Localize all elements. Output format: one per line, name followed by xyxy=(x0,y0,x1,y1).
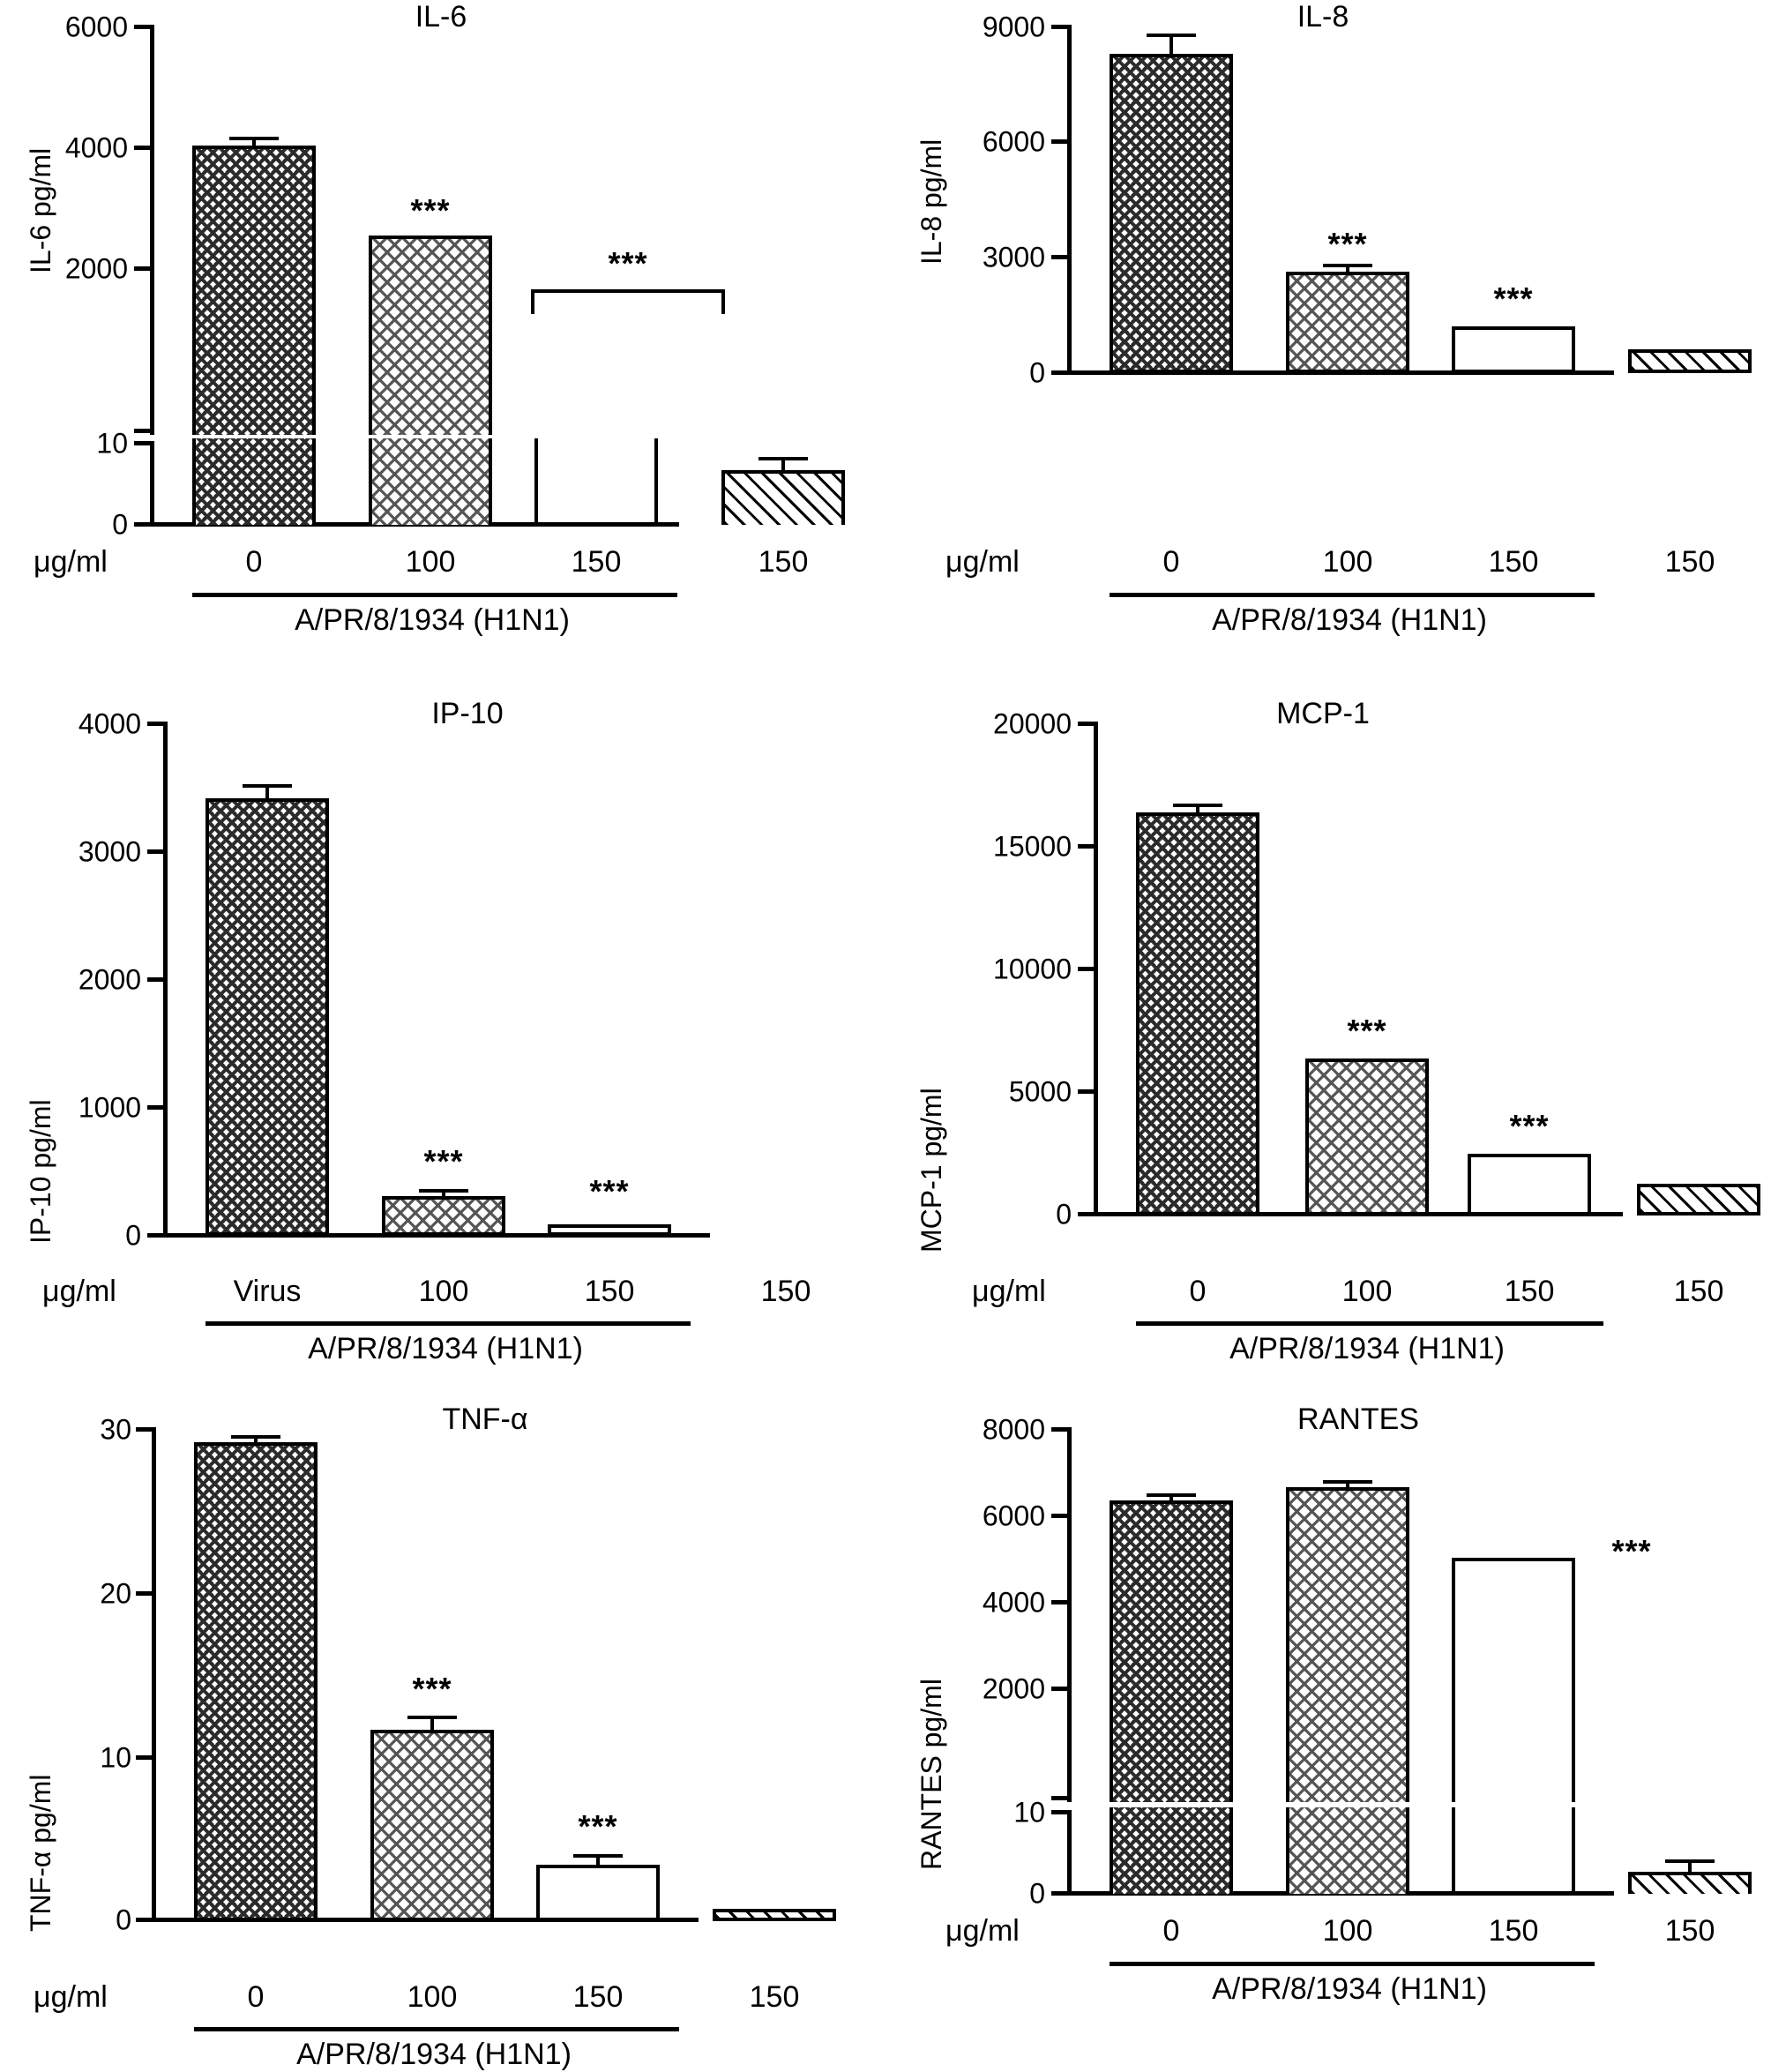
y-tick-ip10-2000 xyxy=(147,977,163,982)
error-cap-il6-3 xyxy=(758,457,808,460)
x-ticklabel-ip10-1: 100 xyxy=(418,1275,469,1308)
plot-area-il6-lower xyxy=(96,427,847,547)
bar-rantes-0 xyxy=(1110,1500,1233,1802)
y-ticklabel-rantes-2000: 2000 xyxy=(982,1672,1045,1705)
x-ticklabel-rantes-2: 150 xyxy=(1488,1914,1539,1948)
error-bar-il8-0 xyxy=(1169,34,1173,58)
group-label-mcp1: A/PR/8/1934 (H1N1) xyxy=(1229,1332,1505,1365)
y-ticklabel-tnfa-30: 30 xyxy=(100,1413,131,1446)
y-axis-label-rantes: RANTES pg/ml xyxy=(915,1679,947,1870)
error-cap-mcp1-0 xyxy=(1173,804,1222,807)
error-cap-il6-0 xyxy=(229,137,279,140)
x-ticklabel-il6-0: 0 xyxy=(245,545,263,579)
y-ticklabel-il6-2000: 2000 xyxy=(64,252,128,285)
panel-title-ip10: IP-10 xyxy=(431,697,504,730)
group-underline-ip10 xyxy=(205,1321,691,1326)
error-cap-rantes-1 xyxy=(1323,1480,1372,1484)
significance-mcp1-2: *** xyxy=(1509,1108,1550,1144)
x-ticklabel-rantes-1: 100 xyxy=(1322,1914,1373,1948)
panel-title-il6: IL-6 xyxy=(415,0,467,34)
group-underline-il6 xyxy=(192,593,677,597)
group-underline-tnfa xyxy=(194,2027,679,2031)
y-tick-rantes-2000 xyxy=(1051,1687,1067,1691)
bar-il6-0 xyxy=(192,146,316,435)
group-underline-rantes xyxy=(1110,1962,1595,1966)
bar-rantes-2-edge2 xyxy=(1572,1807,1575,1892)
y-ticklabel-il8-3000: 3000 xyxy=(982,241,1045,273)
error-cap-rantes-3 xyxy=(1665,1859,1715,1863)
bar-rantes-0-lower xyxy=(1110,1807,1233,1894)
y-tick-rantes-10 xyxy=(1051,1810,1067,1814)
y-tick-il8-0 xyxy=(1051,370,1067,375)
group-label-rantes: A/PR/8/1934 (H1N1) xyxy=(1212,1972,1487,2006)
y-ticklabel-il8-9000: 9000 xyxy=(982,11,1045,43)
y-tick-il6-10 xyxy=(134,441,150,445)
bar-rantes-2-edge1 xyxy=(1452,1807,1455,1892)
x-unit-label-tnfa: μg/ml xyxy=(34,1980,108,2014)
y-ticklabel-ip10-0: 0 xyxy=(125,1219,141,1252)
y-axis-il6-lower xyxy=(150,441,154,526)
x-ticklabel-il8-3: 150 xyxy=(1664,545,1715,579)
x-ticklabel-ip10-0: Virus xyxy=(233,1275,302,1308)
y-tick-tnfa-30 xyxy=(136,1427,152,1432)
bar-tnfa-3 xyxy=(713,1909,836,1921)
group-underline-il8 xyxy=(1110,593,1595,597)
x-ticklabel-tnfa-3: 150 xyxy=(749,1980,800,2014)
plot-area-rantes-lower xyxy=(1013,1796,1737,1916)
group-label-il8: A/PR/8/1934 (H1N1) xyxy=(1212,603,1487,637)
panel-title-rantes: RANTES xyxy=(1297,1403,1419,1436)
x-ticklabel-mcp1-3: 150 xyxy=(1673,1275,1724,1308)
significance-mcp1-1: *** xyxy=(1347,1013,1387,1049)
x-ticklabel-il8-1: 100 xyxy=(1322,545,1373,579)
y-axis-label-mcp1: MCP-1 pg/ml xyxy=(915,1088,947,1253)
panel-il8 xyxy=(891,0,1771,653)
bar-il8-3 xyxy=(1628,349,1752,373)
significance-il8-2: *** xyxy=(1493,281,1534,317)
bar-tnfa-0 xyxy=(194,1442,318,1921)
x-ticklabel-il8-0: 0 xyxy=(1162,545,1180,579)
panel-il6 xyxy=(0,0,882,653)
bar-ip10-1 xyxy=(382,1196,505,1236)
bar-mcp1-1 xyxy=(1305,1058,1429,1216)
error-cap-tnfa-1 xyxy=(407,1716,457,1719)
x-ticklabel-ip10-2: 150 xyxy=(584,1275,635,1308)
y-tick-mcp1-20000 xyxy=(1078,722,1094,726)
y-tick-mcp1-15000 xyxy=(1078,844,1094,849)
significance-ip10-1: *** xyxy=(423,1143,464,1179)
panel-rantes xyxy=(891,1403,1771,2053)
y-ticklabel-tnfa-0: 0 xyxy=(116,1904,131,1936)
y-ticklabel-mcp1-20000: 20000 xyxy=(993,707,1072,740)
significance-rantes-2: *** xyxy=(1611,1533,1652,1569)
y-tick-il6-6000 xyxy=(134,25,150,29)
bar-mcp1-2 xyxy=(1468,1154,1591,1216)
y-tick-ip10-0 xyxy=(147,1233,163,1238)
x-ticklabel-mcp1-2: 150 xyxy=(1504,1275,1555,1308)
y-ticklabel-mcp1-5000: 5000 xyxy=(1008,1075,1072,1108)
x-ticklabel-tnfa-0: 0 xyxy=(247,1980,265,2014)
bar-il6-3 xyxy=(721,470,845,525)
y-tick-rantes-break xyxy=(1051,1796,1067,1800)
y-axis-label-il6: IL-6 pg/ml xyxy=(25,147,56,273)
x-ticklabel-ip10-3: 150 xyxy=(760,1275,811,1308)
x-ticklabel-tnfa-2: 150 xyxy=(572,1980,624,2014)
y-tick-tnfa-0 xyxy=(136,1918,152,1922)
y-tick-ip10-3000 xyxy=(147,849,163,854)
x-ticklabel-il6-3: 150 xyxy=(758,545,809,579)
bar-ip10-2 xyxy=(548,1224,671,1236)
y-tick-il8-6000 xyxy=(1051,139,1067,144)
y-axis-tnfa xyxy=(152,1427,156,1921)
y-tick-il6-4000 xyxy=(134,146,150,150)
y-tick-rantes-4000 xyxy=(1051,1600,1067,1604)
bar-il6-1-lower xyxy=(369,438,492,525)
y-ticklabel-ip10-4000: 4000 xyxy=(78,707,141,740)
y-ticklabel-mcp1-10000: 10000 xyxy=(993,953,1072,985)
y-axis-rantes-lower xyxy=(1067,1810,1072,1895)
y-ticklabel-rantes-4000: 4000 xyxy=(982,1586,1045,1619)
y-axis-label-tnfa: TNF-α pg/ml xyxy=(25,1774,56,1932)
group-label-ip10: A/PR/8/1934 (H1N1) xyxy=(308,1332,583,1365)
significance-il6-1: *** xyxy=(410,192,451,228)
y-axis-il8 xyxy=(1067,25,1072,374)
x-ticklabel-tnfa-1: 100 xyxy=(407,1980,458,2014)
y-ticklabel-tnfa-10: 10 xyxy=(100,1741,131,1774)
significance-il8-1: *** xyxy=(1327,226,1368,262)
error-cap-tnfa-2 xyxy=(573,1854,623,1858)
panel-mcp1 xyxy=(891,697,1771,1376)
significance-ip10-2: *** xyxy=(589,1173,630,1209)
bar-mcp1-3 xyxy=(1637,1184,1760,1216)
bar-tnfa-1 xyxy=(370,1730,494,1921)
y-tick-mcp1-5000 xyxy=(1078,1089,1094,1094)
y-tick-rantes-8000 xyxy=(1051,1427,1067,1432)
y-axis-il6-upper xyxy=(150,25,154,435)
y-ticklabel-il8-6000: 6000 xyxy=(982,125,1045,158)
x-ticklabel-il6-2: 150 xyxy=(571,545,622,579)
y-axis-label-il8: IL-8 pg/ml xyxy=(915,138,947,265)
y-ticklabel-ip10-3000: 3000 xyxy=(78,835,141,868)
break-bracket-il6 xyxy=(531,289,725,316)
y-axis-mcp1 xyxy=(1094,722,1098,1216)
y-ticklabel-rantes-8000: 8000 xyxy=(982,1413,1045,1446)
significance-tnfa-1: *** xyxy=(412,1671,452,1707)
y-ticklabel-mcp1-0: 0 xyxy=(1056,1198,1072,1230)
y-tick-ip10-4000 xyxy=(147,722,163,726)
y-tick-mcp1-0 xyxy=(1078,1212,1094,1216)
y-ticklabel-rantes-10: 10 xyxy=(1013,1796,1045,1829)
y-ticklabel-il6-10: 10 xyxy=(96,427,128,460)
y-tick-tnfa-10 xyxy=(136,1755,152,1760)
y-axis-rantes-upper xyxy=(1067,1427,1072,1802)
y-ticklabel-mcp1-15000: 15000 xyxy=(993,830,1072,863)
y-ticklabel-rantes-6000: 6000 xyxy=(982,1500,1045,1532)
bar-il6-1 xyxy=(369,236,492,435)
bar-il6-0-lower xyxy=(192,438,316,525)
y-ticklabel-il6-4000: 4000 xyxy=(64,131,128,164)
bar-rantes-2 xyxy=(1452,1558,1575,1802)
x-ticklabel-mcp1-0: 0 xyxy=(1189,1275,1207,1308)
error-cap-il8-1 xyxy=(1323,264,1372,267)
bar-tnfa-2 xyxy=(536,1865,660,1921)
x-unit-label-mcp1: μg/ml xyxy=(972,1275,1046,1308)
panel-tnfa xyxy=(0,1403,882,2071)
panel-title-il8: IL-8 xyxy=(1296,0,1349,34)
bar-il8-0 xyxy=(1110,54,1233,373)
significance-il6-2: *** xyxy=(608,245,648,281)
y-ticklabel-tnfa-20: 20 xyxy=(100,1577,131,1610)
x-ticklabel-il6-1: 100 xyxy=(405,545,456,579)
bar-rantes-1-lower xyxy=(1286,1807,1409,1894)
y-tick-mcp1-10000 xyxy=(1078,967,1094,971)
panel-title-mcp1: MCP-1 xyxy=(1276,697,1370,730)
x-unit-label-ip10: μg/ml xyxy=(42,1275,116,1308)
bar-rantes-3 xyxy=(1628,1872,1752,1894)
y-ticklabel-ip10-1000: 1000 xyxy=(78,1091,141,1124)
y-tick-il6-0 xyxy=(134,522,150,527)
y-ticklabel-rantes-0: 0 xyxy=(1029,1877,1045,1910)
y-tick-rantes-6000 xyxy=(1051,1514,1067,1518)
x-ticklabel-mcp1-1: 100 xyxy=(1341,1275,1393,1308)
y-tick-il8-9000 xyxy=(1051,25,1067,29)
x-unit-label-rantes: μg/ml xyxy=(945,1914,1020,1948)
error-cap-il8-0 xyxy=(1147,34,1196,37)
bar-rantes-1 xyxy=(1286,1487,1409,1802)
bar-mcp1-0 xyxy=(1136,812,1259,1216)
y-tick-il6-2000 xyxy=(134,266,150,271)
y-ticklabel-il8-0: 0 xyxy=(1029,356,1045,389)
y-tick-il6-break xyxy=(134,429,150,433)
bar-ip10-0 xyxy=(205,798,329,1236)
y-ticklabel-il6-6000: 6000 xyxy=(64,11,128,43)
bar-il6-2-edge2 xyxy=(654,438,658,523)
x-unit-label-il8: μg/ml xyxy=(945,545,1020,579)
x-unit-label-il6: μg/ml xyxy=(34,545,108,579)
y-tick-il8-3000 xyxy=(1051,255,1067,259)
panel-title-tnfa: TNF-α xyxy=(442,1403,528,1436)
significance-tnfa-2: *** xyxy=(578,1808,618,1844)
x-ticklabel-rantes-0: 0 xyxy=(1162,1914,1180,1948)
x-ticklabel-il8-2: 150 xyxy=(1488,545,1539,579)
y-tick-ip10-1000 xyxy=(147,1105,163,1110)
y-ticklabel-ip10-2000: 2000 xyxy=(78,963,141,996)
error-cap-ip10-1 xyxy=(419,1189,468,1193)
error-cap-tnfa-0 xyxy=(231,1435,280,1439)
group-underline-mcp1 xyxy=(1136,1321,1603,1326)
y-ticklabel-il6-0: 0 xyxy=(112,508,128,541)
x-ticklabel-rantes-3: 150 xyxy=(1664,1914,1715,1948)
y-tick-rantes-0 xyxy=(1051,1891,1067,1896)
bar-il6-2 xyxy=(534,438,538,523)
error-cap-rantes-0 xyxy=(1147,1493,1196,1497)
group-label-tnfa: A/PR/8/1934 (H1N1) xyxy=(296,2038,572,2071)
error-cap-ip10-0 xyxy=(243,784,292,788)
y-tick-tnfa-20 xyxy=(136,1591,152,1596)
bar-il8-2 xyxy=(1452,326,1575,373)
y-axis-label-ip10: IP-10 pg/ml xyxy=(25,1099,56,1244)
bar-il8-1 xyxy=(1286,272,1409,373)
panel-ip10 xyxy=(0,697,882,1376)
y-axis-ip10 xyxy=(163,722,168,1237)
group-label-il6: A/PR/8/1934 (H1N1) xyxy=(295,603,570,637)
